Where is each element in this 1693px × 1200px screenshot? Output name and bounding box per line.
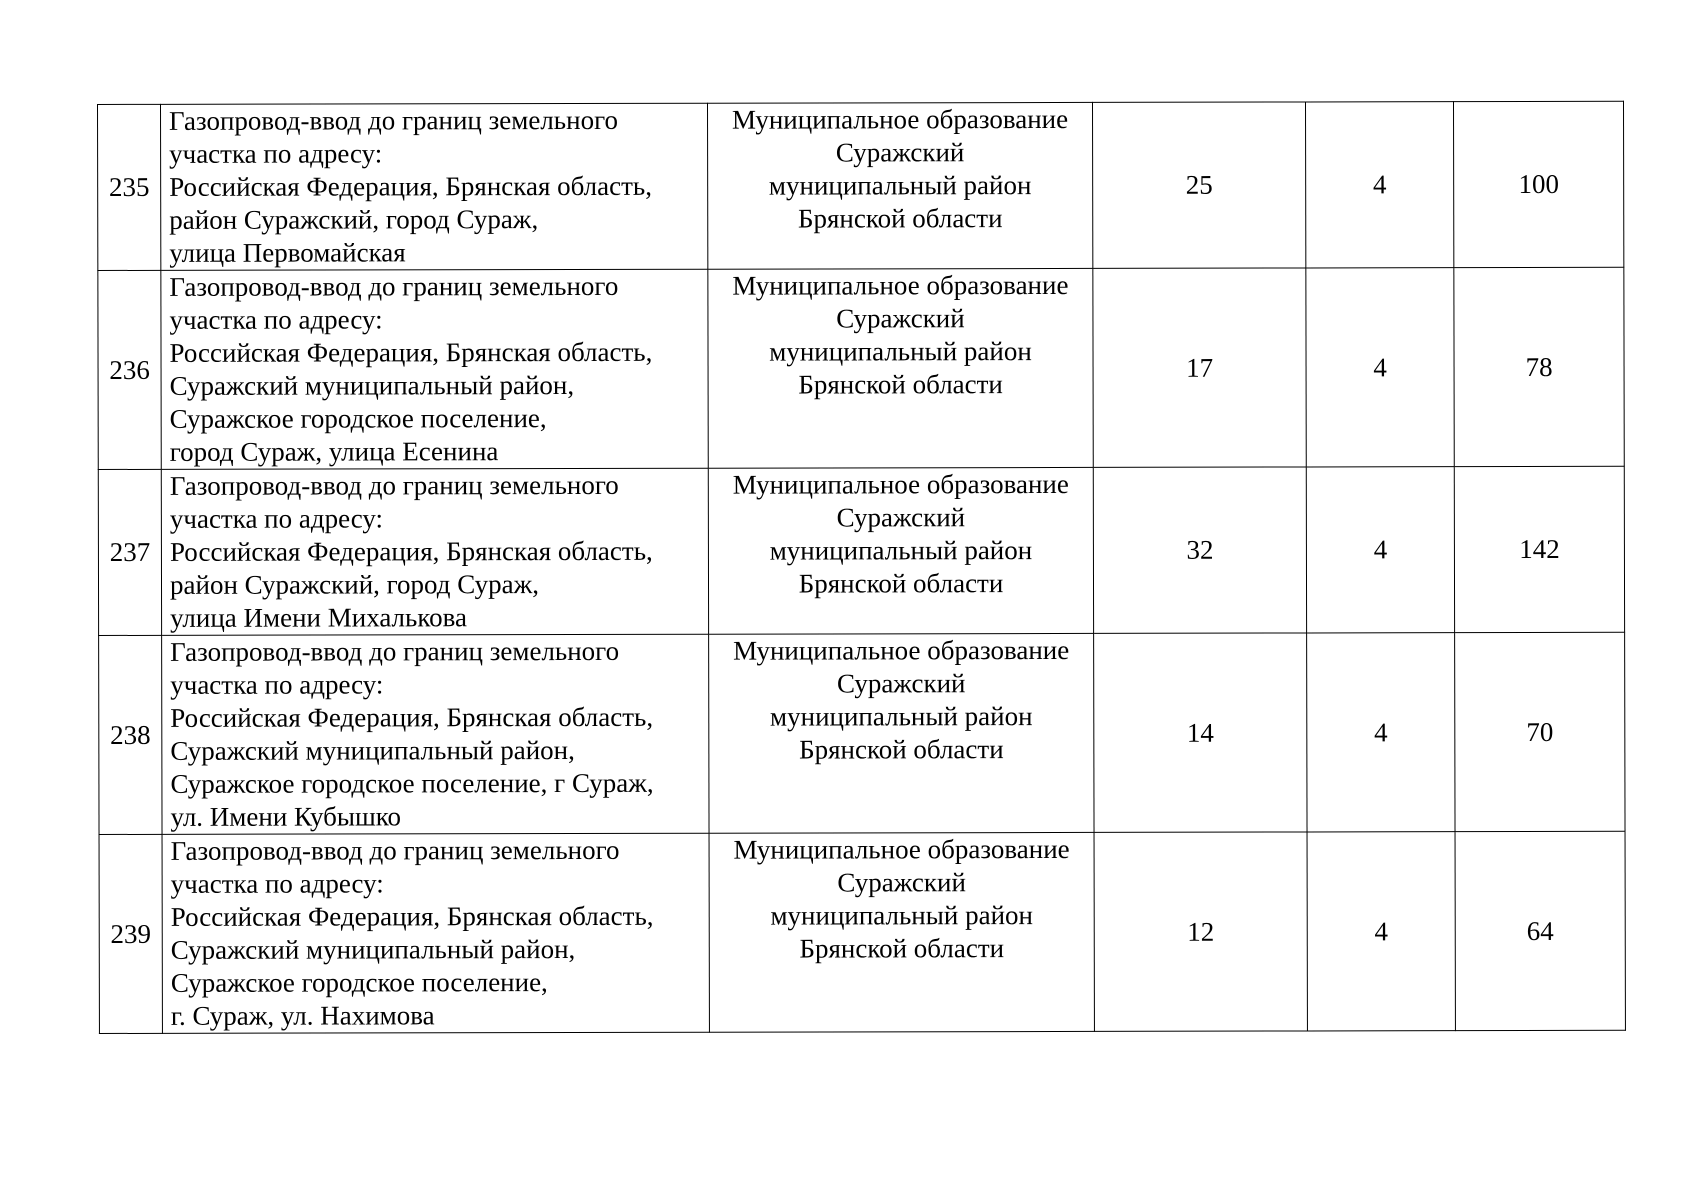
owner-line: муниципальный район [769,336,1032,367]
object-name-line: город Сураж, улица Есенина [169,436,499,467]
object-name-line: ул. Имени Кубышко [170,801,402,832]
object-name-line: Газопровод-ввод до границ земельного [169,270,619,302]
object-name-line: Газопровод-ввод до границ земельного [170,635,620,667]
owner-line: Муниципальное образование [732,468,1069,500]
value-cell-a: 25 [1092,102,1305,268]
object-name-cell [161,269,708,469]
object-name-line: Суражское городское поселение, г Сураж, [170,767,654,799]
row-number: 239 [99,834,162,1033]
owner-line: муниципальный район [769,535,1033,566]
value-cell-c: 64 [1455,831,1625,1030]
owner-line: Брянской области [799,933,1005,964]
object-name-cell [161,103,708,270]
object-name-line: Российская Федерация, Брянская область, [169,535,653,567]
object-name-line: Суражский муниципальный район, [170,735,575,766]
row-number: 236 [98,270,161,469]
object-name-line: Российская Федерация, Брянская область, [169,170,653,202]
owner-cell [709,633,1094,833]
object-name-line: Газопровод-ввод до границ земельного [169,104,618,136]
value-cell-a: 32 [1093,467,1306,633]
object-name-line: Российская Федерация, Брянская область, [170,701,654,733]
owner-line: Брянской области [799,734,1004,765]
owner-line: Брянской области [798,369,1003,400]
object-name-cell [161,468,708,635]
owner-cell [707,102,1092,269]
value-cell-b: 4 [1306,268,1454,467]
owner-line: Муниципальное образование [732,269,1069,301]
value-cell-c: 142 [1454,466,1624,632]
owner-line: муниципальный район [768,170,1032,201]
table-row [99,632,1625,834]
owner-line: муниципальный район [769,701,1033,732]
owner-line: Муниципальное образование [731,103,1069,135]
owner-line: Суражский [837,867,966,898]
object-name-line: участка по адресу: [170,868,384,899]
owner-cell [708,467,1093,634]
object-name-line: Суражский муниципальный район, [170,934,576,965]
object-name-line: Суражское городское поселение, [170,967,548,998]
owner-line: Муниципальное образование [733,634,1070,666]
row-number: 237 [98,469,161,635]
object-name-line: Газопровод-ввод до границ земельного [170,834,620,866]
table-row [98,466,1624,635]
value-cell-b: 4 [1307,832,1455,1031]
object-name-line: участка по адресу: [169,304,383,335]
object-name-line: Российская Федерация, Брянская область, [170,900,654,932]
value-cell-b: 4 [1306,467,1454,633]
owner-cell [708,268,1093,468]
value-cell-c: 70 [1455,632,1625,831]
object-name-line: Суражское городское поселение, [169,403,547,434]
object-name-line: улица Первомайская [169,237,406,268]
object-name-line: Российская Федерация, Брянская область, [169,336,653,368]
object-name-line: Суражский муниципальный район, [169,370,575,401]
table-row [99,831,1625,1033]
value-cell-c: 78 [1454,267,1624,466]
owner-line: Суражский [836,303,965,334]
table-row [98,267,1624,469]
table-row [98,101,1624,270]
value-cell-a: 17 [1093,268,1306,467]
object-name-cell [162,634,709,834]
row-number: 235 [98,104,161,270]
object-name-cell [162,833,709,1033]
object-name-line: район Суражский, город Сураж, [169,204,539,235]
object-name-line: г. Сураж, ул. Нахимова [170,1000,435,1031]
owner-line: Брянской области [797,203,1003,234]
object-name-line: улица Имени Михалькова [170,602,467,633]
owner-line: Суражский [835,137,965,168]
owner-line: Суражский [836,502,966,533]
registry-table [97,101,1626,1034]
value-cell-a: 14 [1094,633,1307,832]
object-name-line: участка по адресу: [169,503,384,534]
object-name-line: Газопровод-ввод до границ земельного [169,469,619,501]
object-name-line: участка по адресу: [170,669,384,700]
value-cell-a: 12 [1094,832,1307,1031]
object-name-line: район Суражский, город Сураж, [169,569,540,600]
owner-line: Брянской области [798,568,1004,599]
owner-line: Муниципальное образование [733,833,1070,865]
row-number: 238 [99,635,162,834]
object-name-line: участка по адресу: [169,138,383,169]
owner-cell [709,832,1094,1032]
owner-line: муниципальный район [770,900,1033,931]
value-cell-b: 4 [1305,102,1453,268]
value-cell-b: 4 [1307,633,1455,832]
owner-line: Суражский [836,668,966,699]
value-cell-c: 100 [1453,101,1623,267]
registry-table-body [98,101,1626,1033]
